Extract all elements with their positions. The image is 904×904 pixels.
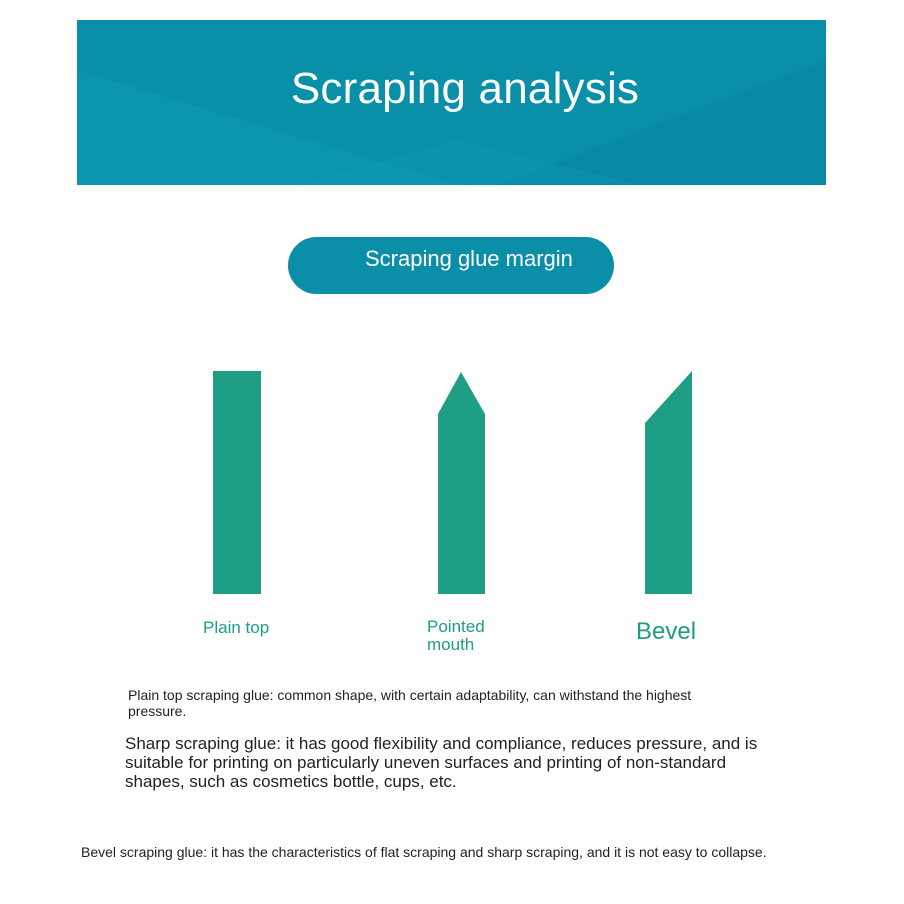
section-pill-label: Scraping glue margin (365, 246, 573, 271)
page-title: Scraping analysis (290, 64, 640, 113)
plain-top-label: Plain top (203, 618, 270, 637)
bevel-description: Bevel scraping glue: it has the characteristics of flat scraping and sharp scraping, and it is not easy to collapse. (81, 844, 767, 860)
sharp-description: Sharp scraping glue: it has good flexibility and compliance, reduces pressure, and is suitable for printing on particularly uneven surfaces and printing of non-standard shapes, such as cosmetics bottle, cups, etc. (125, 734, 758, 791)
bevel-label: Bevel (636, 618, 697, 645)
pointed-mouth-blade (438, 372, 485, 594)
plain-top-blade (213, 371, 261, 594)
bevel-blade (645, 371, 692, 594)
plain-top-description: Plain top scraping glue: common shape, with certain adaptability, can withstand the highest pressure. (128, 687, 692, 719)
pointed-mouth-label: Pointed mouth (427, 617, 485, 654)
